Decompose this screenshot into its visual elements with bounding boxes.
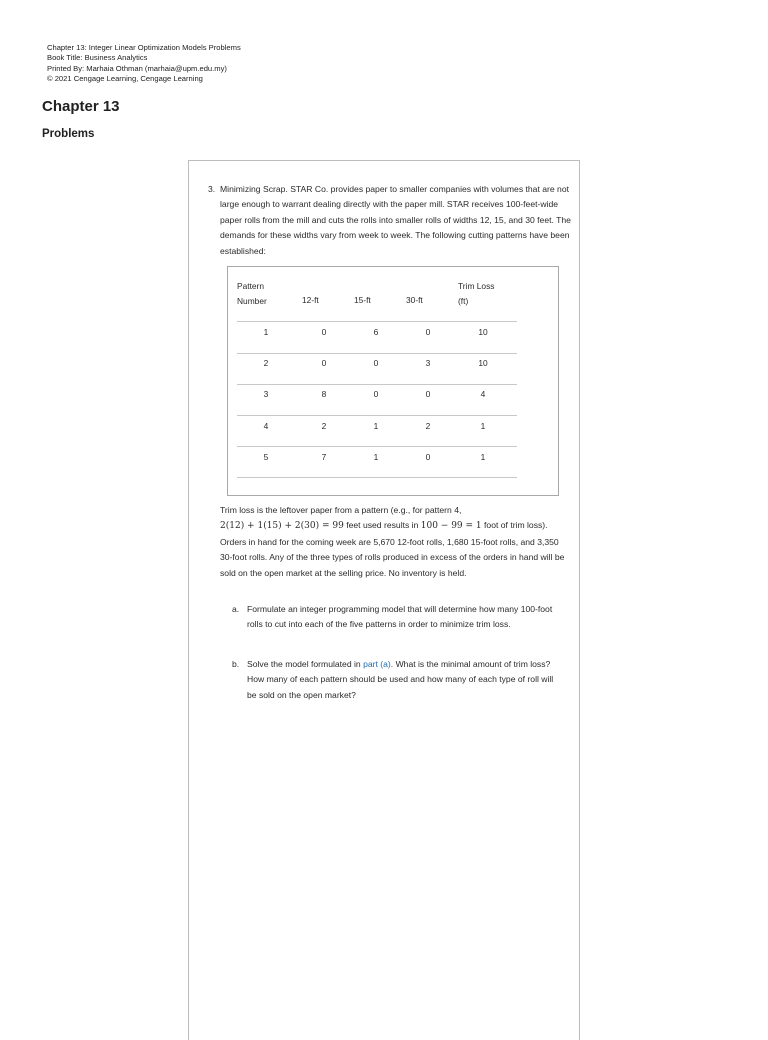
table-cell: 7 xyxy=(321,452,327,462)
table-cell: 1 xyxy=(373,421,379,431)
table-cell: 1 xyxy=(373,452,379,462)
table-divider xyxy=(237,321,517,322)
paragraph-line2 xyxy=(220,518,570,534)
table-cell: 1 xyxy=(480,421,486,431)
table-cell: 3 xyxy=(263,389,269,399)
problem-number: 3. xyxy=(208,184,216,194)
table-cell: 4 xyxy=(480,389,486,399)
part-a-marker: a. xyxy=(232,604,240,614)
problem-intro: Minimizing Scrap. STAR Co. provides paper to smaller companies with volumes that are not large enough to warrant dealing directly with the paper mill. STAR receives 100-feet-wide paper rolls from the mill and cuts the rolls into smaller rolls of widths 12, 15, and 30 feet. The demands for these widths vary from week to week. The following cutting patterns have been established: xyxy=(220,184,571,256)
table-cell: 8 xyxy=(321,389,327,399)
section-title: Problems xyxy=(42,128,95,140)
table-cell: 5 xyxy=(263,452,269,462)
table-cell: 0 xyxy=(321,327,327,337)
part-b-text-before: Solve the model formulated in xyxy=(247,659,364,669)
header-pattern-line2: Number xyxy=(237,296,267,306)
header-trim-line1: Trim Loss xyxy=(458,281,495,291)
part-a-link[interactable]: part (a) xyxy=(363,659,391,669)
table-cell: 0 xyxy=(373,389,379,399)
table-cell: 0 xyxy=(425,327,431,337)
chapter-title: Chapter 13 xyxy=(42,98,120,115)
problem-3 xyxy=(208,182,574,259)
table-cell: 0 xyxy=(373,358,379,368)
table-cell: 1 xyxy=(480,452,486,462)
header-15ft: 15-ft xyxy=(354,295,371,305)
trim-loss-paragraph xyxy=(220,503,570,581)
part-b-text-after: . What is the minimal amount of trim loss? How many of each pattern should be used and how many of each type of roll will be sold on the open market? xyxy=(247,659,554,700)
meta-printed-by: Printed By: Marhaia Othman (marhaia@upm.edu.my) xyxy=(47,63,227,73)
table-cell: 1 xyxy=(263,327,269,337)
meta-book-title: Book Title: Business Analytics xyxy=(47,53,148,63)
header-pattern-line1: Pattern xyxy=(237,281,265,291)
table-divider xyxy=(237,446,517,447)
print-header xyxy=(47,43,241,85)
table-cell: 6 xyxy=(373,327,379,337)
header-30ft: 30-ft xyxy=(406,295,423,305)
paragraph-line1: Trim loss is the leftover paper from a pattern (e.g., for pattern 4, xyxy=(220,505,462,515)
table-cell: 0 xyxy=(321,358,327,368)
part-a-text: Formulate an integer programming model that will determine how many 100-foot rolls to cut into each of the five patterns in order to minimize trim loss. xyxy=(247,604,553,630)
math-expression: 100 − 99 = 1 xyxy=(420,521,482,532)
table-divider xyxy=(237,384,517,385)
table-divider xyxy=(237,415,517,416)
meta-copyright: © 2021 Cengage Learning, Cengage Learning xyxy=(47,74,203,84)
table-cell: 2 xyxy=(425,421,431,431)
table-cell: 10 xyxy=(478,327,488,337)
table-divider xyxy=(237,353,517,354)
table-divider xyxy=(237,477,517,478)
part-b-marker: b. xyxy=(232,659,240,669)
table-cell: 4 xyxy=(263,421,269,431)
part-b-text xyxy=(247,657,562,703)
table-cell: 0 xyxy=(425,452,431,462)
table-cell: 2 xyxy=(321,421,327,431)
header-trim-line2: (ft) xyxy=(458,296,469,306)
paragraph-text: foot of trim loss). xyxy=(481,520,548,531)
table-cell: 10 xyxy=(478,358,488,368)
table-cell: 0 xyxy=(425,389,431,399)
math-expression: 2(12) + 1(15) + 2(30) = 99 xyxy=(220,521,344,532)
part-b xyxy=(232,657,562,703)
table-cell: 2 xyxy=(263,358,269,368)
paragraph-rest: Orders in hand for the coming week are 5,670 12-foot rolls, 1,680 15-foot rolls, and 3,350 30-foot rolls. Any of the three types of rolls produced in excess of the orders in hand will be sold on the open market at the selling price. No inventory is held. xyxy=(220,536,565,578)
part-a xyxy=(232,602,562,633)
paragraph-text: feet used results in xyxy=(343,520,421,531)
header-12ft: 12-ft xyxy=(302,295,319,305)
meta-chapter-line: Chapter 13: Integer Linear Optimization Models Problems xyxy=(47,43,241,52)
cutting-patterns-table xyxy=(227,266,559,496)
table-cell: 3 xyxy=(425,358,431,368)
